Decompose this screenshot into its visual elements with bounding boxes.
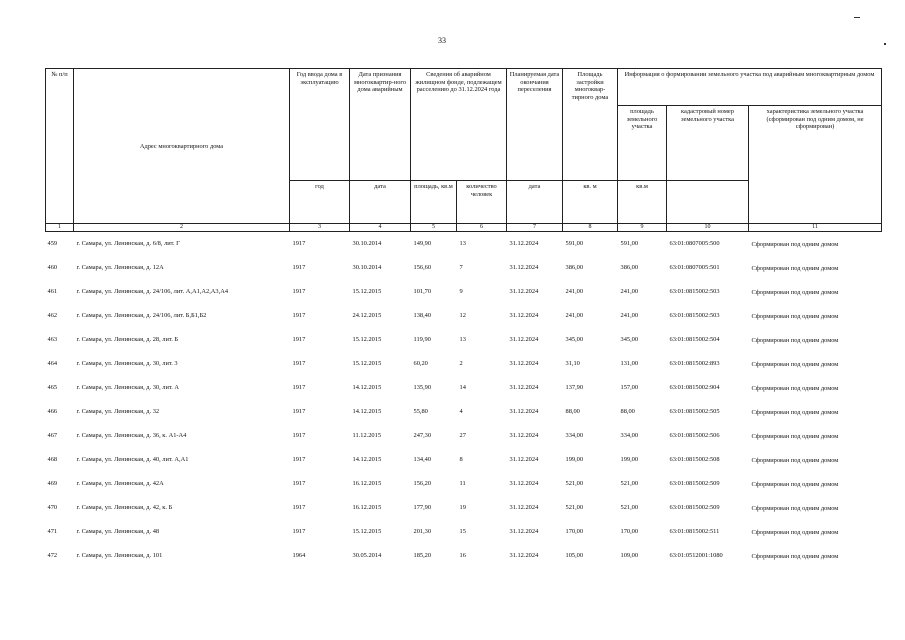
land-area-cell: 386,00: [620, 264, 639, 272]
people-cell: 9: [459, 288, 463, 296]
table-row: [46, 424, 882, 448]
header-year: Год ввода дома в эксплуатацию: [290, 69, 350, 181]
recognition-date-cell: 14.12.2015: [352, 456, 382, 464]
planned-date-cell: 31.12.2024: [509, 528, 539, 536]
built-area-cell: 591,00: [565, 240, 584, 248]
planned-date-cell: 31.12.2024: [509, 360, 539, 368]
area-cell: 101,70: [413, 288, 432, 296]
land-status-cell: Сформирован под одним домом: [751, 432, 839, 440]
built-area-cell: 334,00: [565, 432, 584, 440]
header-cadastral: кадастровый номер земельного участка: [667, 106, 749, 181]
column-number: 1: [46, 224, 74, 232]
area-cell: 177,90: [413, 504, 432, 512]
row-number: 462: [47, 312, 58, 320]
address-cell: г. Самара, ул. Ленинская, д. 48: [76, 528, 160, 536]
recognition-date-cell: 30.10.2014: [352, 264, 382, 272]
land-status-cell: Сформирован под одним домом: [751, 528, 839, 536]
row-number: 466: [47, 408, 58, 416]
table-row: [46, 472, 882, 496]
cadastral-cell: 63:01:0815002:904: [669, 384, 720, 392]
land-status-cell: Сформирован под одним домом: [751, 312, 839, 320]
people-cell: 19: [459, 504, 466, 512]
column-number: 7: [507, 224, 563, 232]
address-cell: г. Самара, ул. Ленинская, д. 42, к. Б: [76, 504, 173, 512]
row-number: 470: [47, 504, 58, 512]
column-number: 2: [74, 224, 290, 232]
unit-sqm: кв. м: [563, 181, 618, 224]
header-planned-date: Планируемая дата окончания переселения: [507, 69, 563, 181]
year-cell: 1964: [292, 552, 306, 560]
address-cell: г. Самара, ул. Ленинская, д. 32: [76, 408, 160, 416]
people-cell: 16: [459, 552, 466, 560]
area-cell: 119,90: [413, 336, 431, 344]
cadastral-cell: 63:01:0815002:503: [669, 288, 720, 296]
built-area-cell: 345,00: [565, 336, 584, 344]
people-cell: 12: [459, 312, 466, 320]
cadastral-cell: 63:01:0815002:893: [669, 360, 720, 368]
table-row: [46, 376, 882, 400]
row-number: 465: [47, 384, 58, 392]
table-row: [46, 304, 882, 328]
recognition-date-cell: 16.12.2015: [352, 480, 382, 488]
planned-date-cell: 31.12.2024: [509, 312, 539, 320]
planned-date-cell: 31.12.2024: [509, 456, 539, 464]
address-cell: г. Самара, ул. Ленинская, д. 24/106, лит. А,А1,А2,А3,А4: [76, 288, 229, 296]
built-area-cell: 88,00: [565, 408, 580, 416]
built-area-cell: 241,00: [565, 312, 584, 320]
people-cell: 8: [459, 456, 463, 464]
cadastral-cell: 63:01:0815002:505: [669, 408, 720, 416]
table-row: [46, 232, 882, 257]
address-cell: г. Самара, ул. Ленинская, д. 30, лит. 3: [76, 360, 178, 368]
unit-date-planned: дата: [507, 181, 563, 224]
cadastral-cell: 63:01:0512001:1080: [669, 552, 723, 560]
area-cell: 138,40: [413, 312, 432, 320]
built-area-cell: 521,00: [565, 504, 584, 512]
land-status-cell: Сформирован под одним домом: [751, 264, 839, 272]
land-area-cell: 521,00: [620, 480, 639, 488]
year-cell: 1917: [292, 264, 306, 272]
cadastral-cell: 63:01:0815002:508: [669, 456, 720, 464]
planned-date-cell: 31.12.2024: [509, 552, 539, 560]
table-row: [46, 544, 882, 568]
page-number: 33: [438, 36, 446, 45]
recognition-date-cell: 15.12.2015: [352, 528, 382, 536]
planned-date-cell: 31.12.2024: [509, 480, 539, 488]
year-cell: 1917: [292, 504, 306, 512]
planned-date-cell: 31.12.2024: [509, 264, 539, 272]
people-cell: 11: [459, 480, 466, 488]
address-cell: г. Самара, ул. Ленинская, д. 40, лит. А,А1: [76, 456, 189, 464]
emergency-housing-table: [45, 68, 882, 568]
cadastral-cell: 63:01:0815002:511: [669, 528, 720, 536]
area-cell: 201,30: [413, 528, 432, 536]
address-cell: г. Самара, ул. Ленинская, д. 36, к. А1-А4: [76, 432, 187, 440]
land-area-cell: 241,00: [620, 312, 639, 320]
people-cell: 2: [459, 360, 463, 368]
recognition-date-cell: 15.12.2015: [352, 360, 382, 368]
people-cell: 14: [459, 384, 466, 392]
recognition-date-cell: 14.12.2015: [352, 384, 382, 392]
table-row: [46, 280, 882, 304]
header-num: № п/п: [46, 69, 74, 224]
area-cell: 55,80: [413, 408, 428, 416]
year-cell: 1917: [292, 528, 306, 536]
cadastral-cell: 63:01:0815002:509: [669, 480, 720, 488]
people-cell: 7: [459, 264, 463, 272]
table-row: [46, 328, 882, 352]
land-area-cell: 241,00: [620, 288, 639, 296]
unit-sqm-land: кв.м: [618, 181, 667, 224]
area-cell: 134,40: [413, 456, 432, 464]
year-cell: 1917: [292, 360, 306, 368]
built-area-cell: 137,90: [565, 384, 584, 392]
row-number: 464: [47, 360, 58, 368]
recognition-date-cell: 24.12.2015: [352, 312, 382, 320]
built-area-cell: 105,00: [565, 552, 584, 560]
address-cell: г. Самара, ул. Ленинская, д. 6/8, лит. Г: [76, 240, 180, 248]
land-status-cell: Сформирован под одним домом: [751, 240, 839, 248]
header-land-area: площадь земельного участка: [618, 106, 667, 181]
land-area-cell: 88,00: [620, 408, 635, 416]
year-cell: 1917: [292, 432, 306, 440]
built-area-cell: 170,00: [565, 528, 584, 536]
land-status-cell: Сформирован под одним домом: [751, 336, 839, 344]
table-row: [46, 352, 882, 376]
cadastral-cell: 63:01:0815002:506: [669, 432, 720, 440]
header-land-info: Информация о формировании земельного участка под аварийным многоквартирным домом: [618, 69, 882, 106]
area-cell: 60,20: [413, 360, 428, 368]
planned-date-cell: 31.12.2024: [509, 384, 539, 392]
built-area-cell: 241,00: [565, 288, 584, 296]
land-area-cell: 521,00: [620, 504, 639, 512]
row-number: 472: [47, 552, 58, 560]
year-cell: 1917: [292, 456, 306, 464]
unit-date: дата: [350, 181, 411, 224]
recognition-date-cell: 14.12.2015: [352, 408, 382, 416]
recognition-date-cell: 15.12.2015: [352, 336, 382, 344]
row-number: 461: [47, 288, 58, 296]
row-number: 460: [47, 264, 58, 272]
year-cell: 1917: [292, 240, 306, 248]
planned-date-cell: 31.12.2024: [509, 408, 539, 416]
header-built-area: Площадь застройки многоквар-тирного дома: [563, 69, 618, 181]
planned-date-cell: 31.12.2024: [509, 336, 539, 344]
land-area-cell: 345,00: [620, 336, 639, 344]
cadastral-cell: 63:01:0815002:509: [669, 504, 720, 512]
column-number: 11: [749, 224, 882, 232]
unit-area: площадь, кв.м: [411, 181, 457, 224]
land-status-cell: Сформирован под одним домом: [751, 360, 839, 368]
row-number: 463: [47, 336, 58, 344]
row-number: 469: [47, 480, 58, 488]
table-body: [46, 232, 882, 569]
header-land-characteristic: характеристика земельного участка (сформирован под одним домом, не сформирован): [749, 106, 882, 224]
land-area-cell: 199,00: [620, 456, 639, 464]
row-number: 459: [47, 240, 58, 248]
planned-date-cell: 31.12.2024: [509, 288, 539, 296]
recognition-date-cell: 15.12.2015: [352, 288, 382, 296]
area-cell: 156,20: [413, 480, 432, 488]
address-cell: г. Самара, ул. Ленинская, д. 12А: [76, 264, 164, 272]
cadastral-cell: 63:01:0815002:503: [669, 312, 720, 320]
built-area-cell: 521,00: [565, 480, 584, 488]
land-area-cell: 109,00: [620, 552, 639, 560]
scan-mark: [884, 43, 886, 45]
unit-year: год: [290, 181, 350, 224]
land-area-cell: 591,00: [620, 240, 639, 248]
year-cell: 1917: [292, 408, 306, 416]
header-emergency-info: Сведения об аварийном жилищном фонде, подлежащем расселению до 31.12.2024 года: [411, 69, 507, 181]
cadastral-cell: 63:01:0807005:500: [669, 240, 720, 248]
land-status-cell: Сформирован под одним домом: [751, 456, 839, 464]
people-cell: 13: [459, 336, 466, 344]
column-number: 4: [350, 224, 411, 232]
cadastral-cell: 63:01:0815002:504: [669, 336, 720, 344]
table-row: [46, 256, 882, 280]
column-number: 5: [411, 224, 457, 232]
people-cell: 27: [459, 432, 466, 440]
land-status-cell: Сформирован под одним домом: [751, 504, 839, 512]
row-number: 471: [47, 528, 58, 536]
address-cell: г. Самара, ул. Ленинская, д. 24/106, лит. Б,Б1,Б2: [76, 312, 207, 320]
built-area-cell: 386,00: [565, 264, 584, 272]
address-cell: г. Самара, ул. Ленинская, д. 28, лит. Б: [76, 336, 179, 344]
header-date-recognition: Дата признания многоквартир-ного дома аварийным: [350, 69, 411, 181]
people-cell: 13: [459, 240, 466, 248]
column-number: 3: [290, 224, 350, 232]
table-row: [46, 400, 882, 424]
column-number: 9: [618, 224, 667, 232]
land-area-cell: 334,00: [620, 432, 639, 440]
area-cell: 185,20: [413, 552, 432, 560]
address-cell: г. Самара, ул. Ленинская, д. 42А: [76, 480, 164, 488]
year-cell: 1917: [292, 288, 306, 296]
address-cell: г. Самара, ул. Ленинская, д. 101: [76, 552, 163, 560]
column-number: 6: [457, 224, 507, 232]
column-number: 8: [563, 224, 618, 232]
unit-people: количество человек: [457, 181, 507, 224]
cadastral-cell: 63:01:0807005:501: [669, 264, 720, 272]
land-status-cell: Сформирован под одним домом: [751, 288, 839, 296]
address-cell: г. Самара, ул. Ленинская, д. 30, лит. А: [76, 384, 180, 392]
recognition-date-cell: 30.10.2014: [352, 240, 382, 248]
land-area-cell: 157,00: [620, 384, 639, 392]
area-cell: 149,90: [413, 240, 432, 248]
planned-date-cell: 31.12.2024: [509, 504, 539, 512]
year-cell: 1917: [292, 336, 306, 344]
recognition-date-cell: 11.12.2015: [352, 432, 382, 440]
year-cell: 1917: [292, 480, 306, 488]
land-area-cell: 131,00: [620, 360, 639, 368]
land-status-cell: Сформирован под одним домом: [751, 408, 839, 416]
recognition-date-cell: 16.12.2015: [352, 504, 382, 512]
people-cell: 15: [459, 528, 466, 536]
built-area-cell: 199,00: [565, 456, 584, 464]
land-area-cell: 170,00: [620, 528, 639, 536]
people-cell: 4: [459, 408, 463, 416]
area-cell: 135,90: [413, 384, 432, 392]
table-row: [46, 520, 882, 544]
scan-mark: [854, 17, 860, 18]
recognition-date-cell: 30.05.2014: [352, 552, 382, 560]
table-row: [46, 448, 882, 472]
planned-date-cell: 31.12.2024: [509, 240, 539, 248]
column-number: 10: [667, 224, 749, 232]
row-number: 467: [47, 432, 58, 440]
land-status-cell: Сформирован под одним домом: [751, 384, 839, 392]
year-cell: 1917: [292, 312, 306, 320]
land-status-cell: Сформирован под одним домом: [751, 480, 839, 488]
year-cell: 1917: [292, 384, 306, 392]
land-status-cell: Сформирован под одним домом: [751, 552, 839, 560]
area-cell: 156,60: [413, 264, 432, 272]
area-cell: 247,30: [413, 432, 432, 440]
header-address: Адрес многоквартирного дома: [74, 69, 290, 224]
built-area-cell: 31,10: [565, 360, 580, 368]
row-number: 468: [47, 456, 58, 464]
column-number-row: [46, 224, 882, 232]
table-row: [46, 496, 882, 520]
planned-date-cell: 31.12.2024: [509, 432, 539, 440]
